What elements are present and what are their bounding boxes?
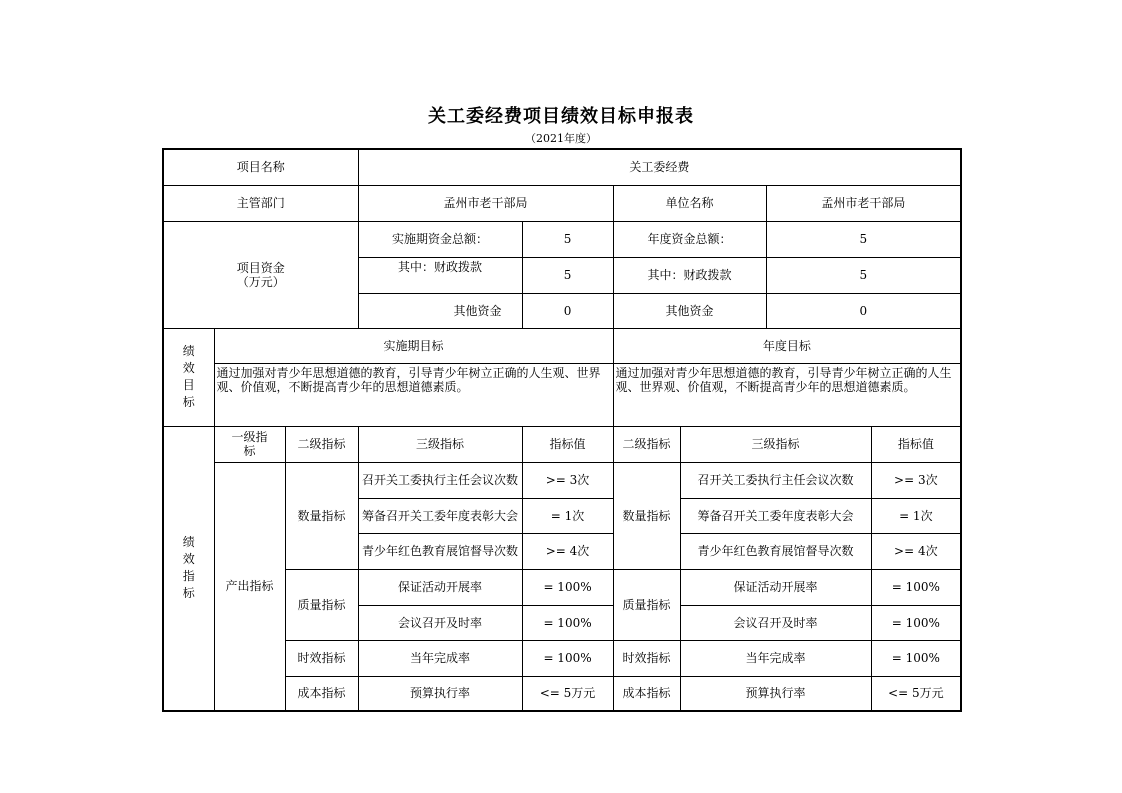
table-row bbox=[163, 363, 961, 426]
quantity-value-annual: = 1次 bbox=[871, 498, 961, 533]
unit-value: 孟州市老干部局 bbox=[766, 185, 961, 221]
cost-label: 成本指标 bbox=[285, 676, 358, 711]
funds-other-value: 0 bbox=[522, 293, 613, 328]
quality-name-annual: 会议召开及时率 bbox=[680, 605, 871, 640]
quantity-value-annual: >= 3次 bbox=[871, 462, 961, 498]
period-goal-text: 通过加强对青少年思想道德的教育，引导青少年树立正确的人生观、世界观、价值观，不断提高青少年的思想道德素质。 bbox=[214, 363, 613, 426]
quality-name: 会议召开及时率 bbox=[358, 605, 522, 640]
quality-name-annual: 保证活动开展率 bbox=[680, 569, 871, 605]
header-level1: 一级指标 bbox=[214, 426, 285, 462]
funds-annual-fiscal-label: 其中：财政拨款 bbox=[613, 257, 766, 293]
level1-output: 产出指标 bbox=[214, 462, 285, 711]
quantity-label-annual: 数量指标 bbox=[613, 462, 680, 569]
table-row bbox=[163, 221, 961, 257]
indicators-label-char: 标 bbox=[182, 586, 195, 601]
table-row bbox=[163, 426, 961, 462]
dept-label: 主管部门 bbox=[163, 185, 358, 221]
funds-annual-other-label: 其他资金 bbox=[613, 293, 766, 328]
table-row bbox=[163, 149, 961, 185]
funds-fiscal-value: 5 bbox=[522, 257, 613, 293]
header-level2: 二级指标 bbox=[285, 426, 358, 462]
timeliness-value: = 100% bbox=[522, 640, 613, 676]
cost-name-annual: 预算执行率 bbox=[680, 676, 871, 711]
table-row bbox=[163, 328, 961, 363]
cost-name: 预算执行率 bbox=[358, 676, 522, 711]
funds-label-line2: （万元） bbox=[236, 274, 285, 289]
quality-label-annual: 质量指标 bbox=[613, 569, 680, 640]
goals-section-label bbox=[163, 328, 214, 426]
funds-label bbox=[163, 221, 358, 328]
goals-label-char: 绩 bbox=[182, 344, 195, 358]
header-level3-annual: 三级指标 bbox=[680, 426, 871, 462]
header-value-annual: 指标值 bbox=[871, 426, 961, 462]
year-subtitle: （2021年度） bbox=[525, 132, 597, 145]
funds-label-line1: 项目资金 bbox=[236, 260, 285, 275]
quantity-value-annual: >= 4次 bbox=[871, 533, 961, 569]
funds-annual-total-label: 年度资金总额： bbox=[613, 221, 766, 257]
quality-value: = 100% bbox=[522, 569, 613, 605]
funds-total-label: 实施期资金总额： bbox=[358, 221, 522, 257]
quantity-value: >= 3次 bbox=[522, 462, 613, 498]
goals-label-char: 目 bbox=[182, 378, 195, 392]
goals-label-char: 效 bbox=[182, 361, 195, 375]
quality-value: = 100% bbox=[522, 605, 613, 640]
page-title: 关工委经费项目绩效目标申报表 bbox=[428, 106, 694, 127]
cost-label-annual: 成本指标 bbox=[613, 676, 680, 711]
quality-label: 质量指标 bbox=[285, 569, 358, 640]
cost-value: <= 5万元 bbox=[522, 676, 613, 711]
project-name-value: 关工委经费 bbox=[358, 149, 961, 185]
header-level3: 三级指标 bbox=[358, 426, 522, 462]
header-level2-annual: 二级指标 bbox=[613, 426, 680, 462]
quantity-name-annual: 青少年红色教育展馆督导次数 bbox=[680, 533, 871, 569]
cost-value-annual: <= 5万元 bbox=[871, 676, 961, 711]
quantity-name: 召开关工委执行主任会议次数 bbox=[358, 462, 522, 498]
period-goal-header: 实施期目标 bbox=[214, 328, 613, 363]
funds-annual-other-value: 0 bbox=[766, 293, 961, 328]
quality-value-annual: = 100% bbox=[871, 605, 961, 640]
timeliness-name: 当年完成率 bbox=[358, 640, 522, 676]
quantity-name-annual: 筹备召开关工委年度表彰大会 bbox=[680, 498, 871, 533]
performance-table bbox=[162, 148, 962, 712]
project-name-label: 项目名称 bbox=[163, 149, 358, 185]
table-row bbox=[163, 462, 961, 498]
quantity-name-annual: 召开关工委执行主任会议次数 bbox=[680, 462, 871, 498]
dept-value: 孟州市老干部局 bbox=[358, 185, 613, 221]
quantity-name: 筹备召开关工委年度表彰大会 bbox=[358, 498, 522, 533]
quantity-value: >= 4次 bbox=[522, 533, 613, 569]
quality-name: 保证活动开展率 bbox=[358, 569, 522, 605]
annual-goal-header: 年度目标 bbox=[613, 328, 961, 363]
quantity-name: 青少年红色教育展馆督导次数 bbox=[358, 533, 522, 569]
funds-annual-fiscal-value: 5 bbox=[766, 257, 961, 293]
timeliness-value-annual: = 100% bbox=[871, 640, 961, 676]
timeliness-label-annual: 时效指标 bbox=[613, 640, 680, 676]
funds-total-value: 5 bbox=[522, 221, 613, 257]
timeliness-name-annual: 当年完成率 bbox=[680, 640, 871, 676]
unit-label: 单位名称 bbox=[613, 185, 766, 221]
header-value: 指标值 bbox=[522, 426, 613, 462]
annual-goal-text: 通过加强对青少年思想道德的教育，引导青少年树立正确的人生观、世界观、价值观，不断提高青少年的思想道德素质。 bbox=[613, 363, 961, 426]
indicators-label-char: 指 bbox=[182, 569, 195, 584]
quality-value-annual: = 100% bbox=[871, 569, 961, 605]
indicators-section-label bbox=[163, 426, 214, 711]
funds-other-label: 其他资金 bbox=[358, 293, 522, 328]
funds-annual-total-value: 5 bbox=[766, 221, 961, 257]
goals-label-char: 标 bbox=[182, 395, 195, 409]
funds-fiscal-label: 其中：财政拨款 bbox=[358, 257, 522, 293]
timeliness-label: 时效指标 bbox=[285, 640, 358, 676]
indicators-label-char: 绩 bbox=[182, 535, 195, 550]
indicators-label-char: 效 bbox=[182, 552, 195, 567]
quantity-value: = 1次 bbox=[522, 498, 613, 533]
table-row bbox=[163, 185, 961, 221]
quantity-label: 数量指标 bbox=[285, 462, 358, 569]
